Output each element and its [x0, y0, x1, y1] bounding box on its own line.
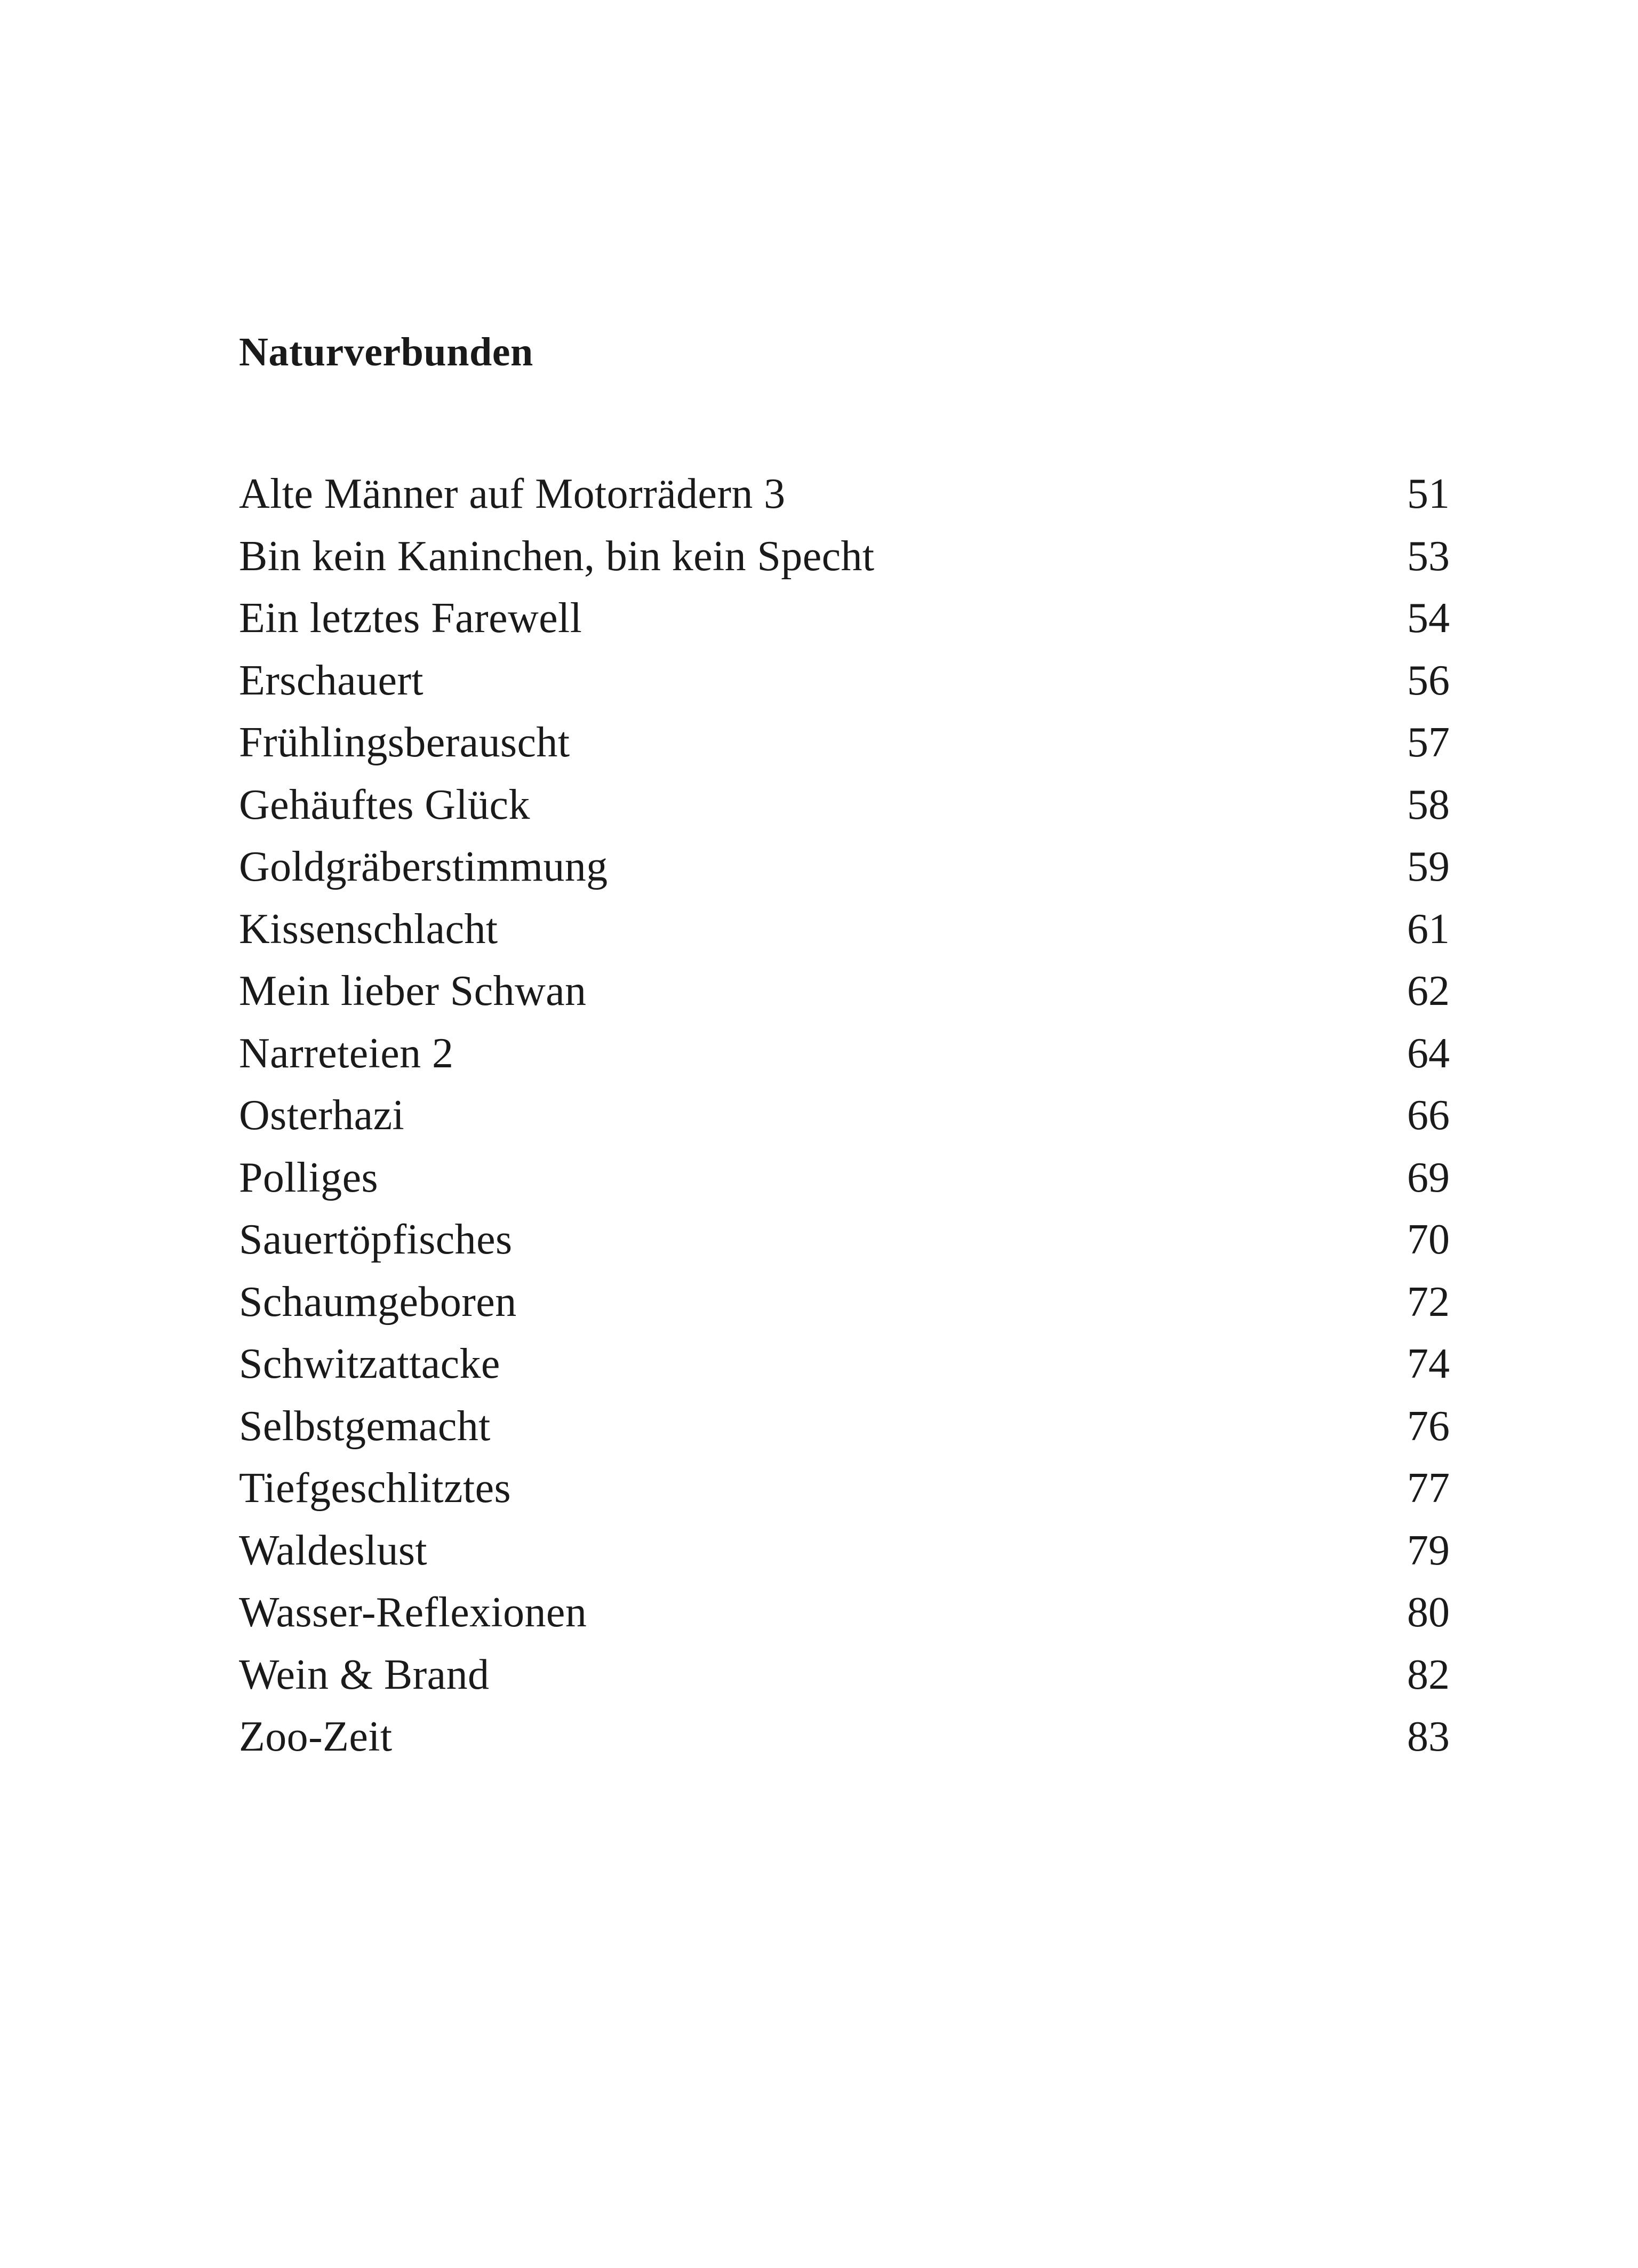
toc-entry — [239, 960, 1450, 1023]
toc-entry — [239, 1644, 1450, 1706]
toc-entry-title: Schwitzattacke — [239, 1340, 500, 1387]
toc-entry-page-number: 82 — [1407, 1651, 1450, 1698]
table-of-contents — [239, 463, 1450, 1768]
toc-entry — [239, 1147, 1450, 1209]
toc-entry-page-number: 69 — [1407, 1154, 1450, 1201]
toc-entry-title: Narreteien 2 — [239, 1029, 454, 1077]
toc-entry — [239, 1271, 1450, 1333]
toc-entry-page-number: 66 — [1407, 1092, 1450, 1139]
toc-entry — [239, 1457, 1450, 1520]
toc-entry-page-number: 58 — [1407, 781, 1450, 828]
toc-entry-title: Frühlingsberauscht — [239, 719, 570, 766]
toc-entry-page-number: 53 — [1407, 532, 1450, 580]
toc-entry-page-number: 79 — [1407, 1527, 1450, 1574]
toc-entry — [239, 1582, 1450, 1644]
toc-entry-title: Tiefgeschlitztes — [239, 1465, 512, 1512]
toc-entry-title: Erschauert — [239, 657, 424, 704]
toc-entry — [239, 1209, 1450, 1271]
toc-entry-title: Schaumgeboren — [239, 1278, 517, 1325]
toc-entry — [239, 525, 1450, 588]
toc-entry-title: Zoo-Zeit — [239, 1713, 393, 1760]
toc-entry — [239, 650, 1450, 712]
toc-entry — [239, 836, 1450, 898]
toc-entry-title: Alte Männer auf Motorrädern 3 — [239, 470, 786, 517]
toc-entry — [239, 1333, 1450, 1395]
toc-entry-title: Osterhazi — [239, 1092, 405, 1139]
toc-entry-title: Goldgräberstimmung — [239, 843, 608, 890]
toc-entry-page-number: 62 — [1407, 968, 1450, 1015]
toc-entry-title: Wein & Brand — [239, 1651, 490, 1698]
toc-entry — [239, 1084, 1450, 1147]
toc-entry-page-number: 59 — [1407, 843, 1450, 890]
toc-entry — [239, 712, 1450, 774]
section-title: Naturverbunden — [239, 330, 533, 374]
toc-entry-page-number: 64 — [1407, 1029, 1450, 1077]
toc-entry-title: Wasser-Reflexionen — [239, 1589, 587, 1636]
toc-entry-page-number: 56 — [1407, 657, 1450, 704]
toc-entry-page-number: 61 — [1407, 905, 1450, 953]
toc-entry-title: Kissenschlacht — [239, 905, 498, 953]
toc-entry-page-number: 83 — [1407, 1713, 1450, 1760]
toc-entry-title: Mein lieber Schwan — [239, 968, 587, 1015]
toc-entry-page-number: 72 — [1407, 1278, 1450, 1325]
toc-entry-page-number: 57 — [1407, 719, 1450, 766]
toc-entry-page-number: 51 — [1407, 470, 1450, 517]
toc-entry — [239, 898, 1450, 961]
toc-entry-title: Selbstgemacht — [239, 1402, 491, 1450]
toc-entry-page-number: 74 — [1407, 1340, 1450, 1387]
toc-entry-title: Ein letztes Farewell — [239, 595, 582, 642]
toc-entry — [239, 1023, 1450, 1085]
toc-entry-title: Bin kein Kaninchen, bin kein Specht — [239, 532, 875, 580]
toc-entry — [239, 1395, 1450, 1458]
toc-entry — [239, 463, 1450, 525]
toc-entry-title: Polliges — [239, 1154, 379, 1201]
toc-entry — [239, 587, 1450, 650]
toc-entry-page-number: 70 — [1407, 1216, 1450, 1263]
toc-entry-page-number: 54 — [1407, 595, 1450, 642]
toc-entry-page-number: 76 — [1407, 1402, 1450, 1450]
toc-entry-title: Gehäuftes Glück — [239, 781, 530, 828]
toc-entry-page-number: 77 — [1407, 1465, 1450, 1512]
toc-entry-title: Waldeslust — [239, 1527, 428, 1574]
toc-entry-title: Sauertöpfisches — [239, 1216, 513, 1263]
toc-entry — [239, 774, 1450, 836]
toc-entry-page-number: 80 — [1407, 1589, 1450, 1636]
toc-entry — [239, 1706, 1450, 1768]
toc-entry — [239, 1520, 1450, 1582]
